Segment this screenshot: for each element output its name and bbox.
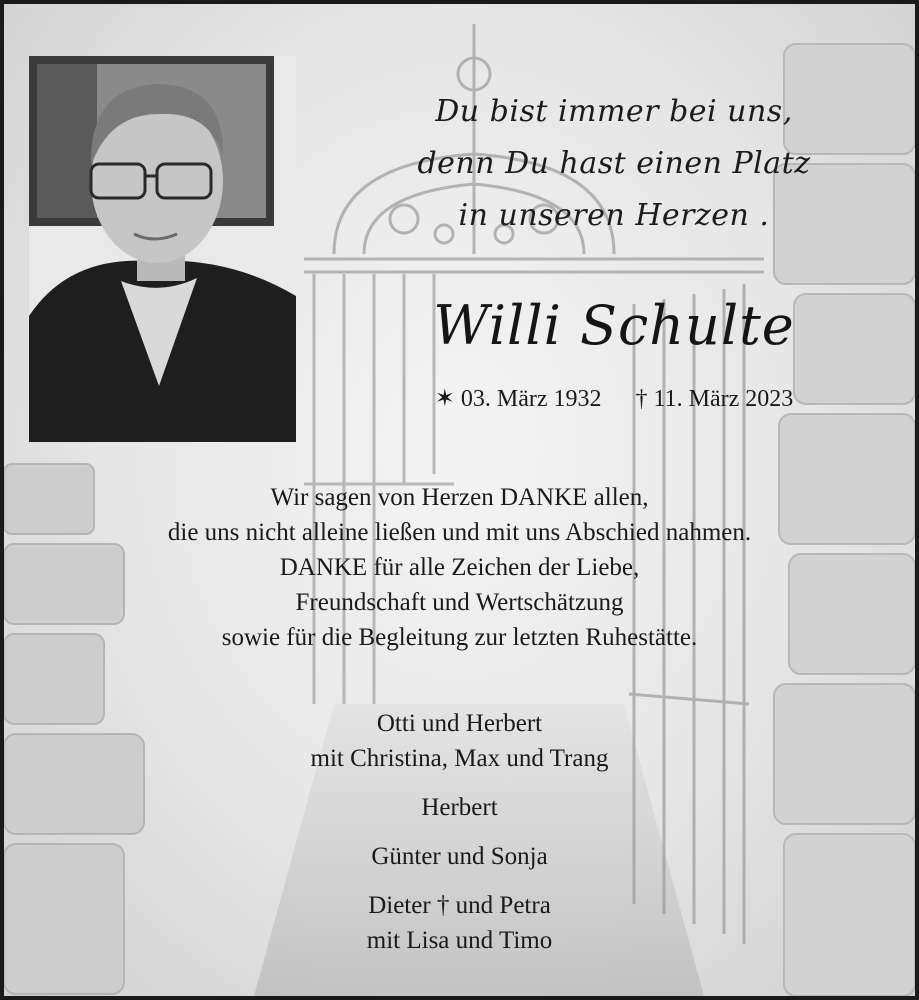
quote-line: denn Du hast einen Platz <box>417 146 811 181</box>
thanks-line: sowie für die Begleitung zur letzten Ruhestätte. <box>221 624 698 651</box>
family-group <box>154 706 765 776</box>
thanks-text <box>44 480 875 655</box>
family-group <box>154 839 765 874</box>
birth-date: ✶ 03. März 1932 <box>434 386 602 412</box>
family-group <box>154 790 765 825</box>
thanks-line: Wir sagen von Herzen DANKE allen, <box>270 484 649 511</box>
family-line: Herbert <box>421 794 498 821</box>
family-line: Günter und Sonja <box>371 843 548 870</box>
thanks-line: die uns nicht alleine ließen und mit uns Abschied nahmen. <box>167 519 752 546</box>
family-group <box>154 888 765 958</box>
quote-line: Du bist immer bei uns, <box>435 94 793 129</box>
thanks-line: Freundschaft und Wertschätzung <box>295 589 624 616</box>
family-line: Otti und Herbert <box>376 710 543 737</box>
family-line: Dieter † und Petra <box>368 892 551 919</box>
family-line: mit Lisa und Timo <box>366 927 553 954</box>
thanks-line: DANKE für alle Zeichen der Liebe, <box>279 554 640 581</box>
family-signatures <box>154 706 765 972</box>
life-dates <box>394 384 834 413</box>
family-line: mit Christina, Max und Trang <box>310 745 609 772</box>
death-date: † 11. März 2023 <box>635 386 794 412</box>
quote-line: in unseren Herzen . <box>458 198 770 233</box>
quote-text <box>334 86 894 242</box>
deceased-name: Willi Schulte <box>433 294 795 357</box>
portrait-photo <box>29 56 296 442</box>
